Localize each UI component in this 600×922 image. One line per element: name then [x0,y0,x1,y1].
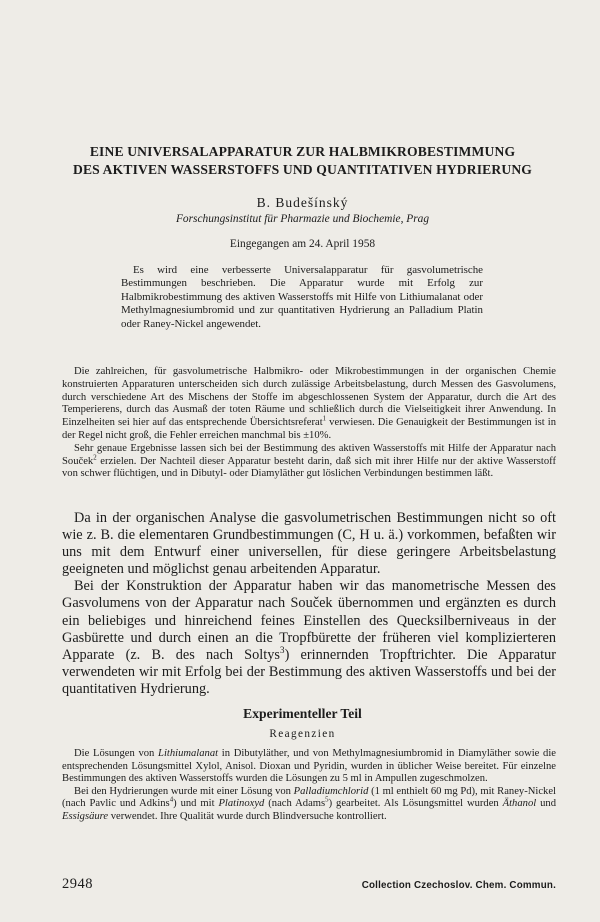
text-run: ) und mit [173,798,219,810]
affiliation: Forschungsinstitut für Pharmazie und Biochemie, Prag [175,213,430,225]
italic-term: Palladiumchlorid [293,785,369,797]
abstract: Es wird eine verbesserte Universalapparatur für gasvolumetrische Bestimmungen beschrieben. Die Apparatur wurde mit Erfolg zur Halbmikrobestimmung des aktiven Wasserstoffs mit Hilfe von Lithiumalanat oder Methylmagnesiumbromid und zur quantitativen Hydrierung an Palladium Platin oder Raney-Nickel angewendet. [121,264,483,330]
footnote-ref: 3 [279,645,285,656]
text-run: in Dibutyläther, und von Methylmagnesiumbromid in Diamyläther sowie die entsprechenden Lösungsmittel Xylol, Anisol. Dioxan und Pyridin, wurden in üblicher Weise bereitet. Für einzelne Bestimmungen des aktiven Wasserstoffs wurden die Lösungen zu 5 ml in Ampullen zugeschmolzen. [62,748,556,785]
text-run: (nach Adams [264,798,326,810]
article-title-line-2: DES AKTIVEN WASSERSTOFFS UND QUANTITATIVEN HYDRIERUNG [72,161,533,177]
intro-main-paragraph-2 [62,578,556,698]
reagents-paragraph-2 [62,786,556,824]
article-title-line-1: EINE UNIVERSALAPPARATUR ZUR HALBMIKROBESTIMMUNG [89,144,516,159]
footnote-ref: 1 [322,415,327,423]
text-run: Bei der Konstruktion der Apparatur haben wir das manometrische Messen des Gasvolumens von der Apparatur nach Souček übernommen und ergänzten es durch ein beliebiges und hinreichend feines Einstellen des Quecksilberniveaus in der Gasbürette und durch einen an die Tropfbürette der früheren viel komplizierteren Apparate (z. B. des nach Soltys [62,578,556,663]
text-run: verwendet. Ihre Qualität wurde durch Blindversuche kontrolliert. [108,810,387,822]
intro-small-print [62,366,556,481]
text-run: (1 ml enthielt 60 mg Pd), mit Raney-Nickel (nach Pavlic und Adkins [62,785,556,810]
text-run: ) gearbeitet. Als Lösungsmittel wurden [328,798,503,810]
reagents-paragraph-1 [62,748,556,786]
footnote-ref: 4 [169,796,174,804]
text-run: Sehr genaue Ergebnisse lassen sich bei der Bestimmung des aktiven Wasserstoffs mit Hilfe der Apparatur nach Souček [62,442,556,467]
text-run: Bei den Hydrierungen wurde mit einer Lösung von [74,785,294,797]
text-run: erzielen. Der Nachteil dieser Apparatur besteht darin, daß sich mit ihrer Hilfe nur der aktive Wasserstoff von schwer flüchtigen, und in Dibutyl- oder Diamyläther gut löslichen Verbindungen bestimmen läßt. [62,455,556,480]
intro-small-paragraph-1 [62,366,556,443]
section-heading: Experimenteller Teil [243,706,362,721]
footnote-ref: 2 [93,454,97,462]
italic-term: Essigsäure [62,810,109,822]
journal-name: Collection Czechoslov. Chem. Commun. [361,880,556,891]
intro-main-paragraph-1: Da in der organischen Analyse die gasvolumetrischen Bestimmungen nicht so oft wie z. B. die elementaren Grundbestimmungen (C, H u. ä.) vorkommen, befaßten wir uns mit dem Entwurf einer universellen, für diese geringere Arbeitsbelastung geeigneten und möglichst genau arbeitenden Apparatur. [62,510,556,578]
text-run: Die zahlreichen, für gasvolumetrische Halbmikro- oder Mikrobestimmungen in der organischen Chemie konstruierten Apparaturen unterscheiden sich durch zulässige Arbeitsbelastung, durch Messen des Gasvolumens, durch verschiedene Art des Mischens der Stoffe im abgeschlossenen System der Apparatur, durch die Art des Temperierens, durch das Ausmaß der toten Räume und schließlich durch die Vielseitigkeit ihrer Anwendung. In Einzelheiten sei hier auf das entsprechende Übersichtsreferat [62,366,556,429]
italic-term: Äthanol [502,798,537,810]
text-run: verwiesen. Die Genauigkeit der Bestimmungen ist in der Regel nicht groß, die Fehler erreichen manchmal bis ±10%. [62,417,557,441]
article-title [43,143,562,178]
footnote-ref: 5 [325,796,329,804]
page-number: 2948 [62,876,93,892]
reagents-text [62,748,556,824]
subsection-heading: Reagenzien [269,728,336,740]
text-run: Die Lösungen von [74,748,159,759]
text-run: ) erinnernden Tropftrichter. Die Apparatur verwendeten wir mit Erfolg bei der Bestimmung des aktiven Wasserstoffs und bei der quantitativen Hydrierung. [62,646,557,697]
intro-main-text [62,510,556,698]
text-run: und [536,798,556,810]
received-date: Eingegangen am 24. April 1958 [229,238,376,250]
italic-term: Platinoxyd [218,798,265,810]
italic-term: Lithiumalanat [158,748,219,759]
author: B. Budešínský [256,195,349,210]
intro-small-paragraph-2 [62,443,556,481]
